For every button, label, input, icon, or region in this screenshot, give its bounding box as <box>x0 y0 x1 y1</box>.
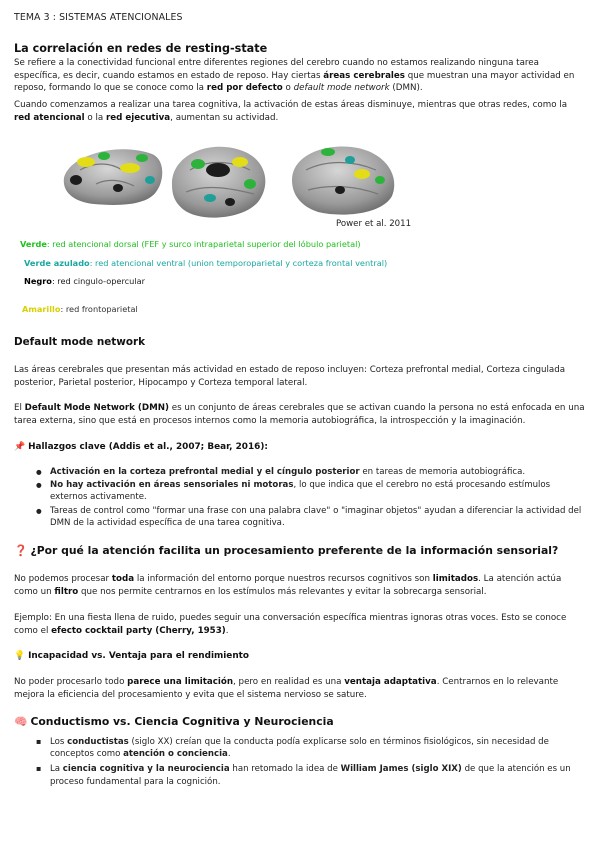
resting-state-paragraph-2: Cuando comenzamos a realizar una tarea cognitiva, la activación de estas áreas disminuye, mientras que otras redes, como la red atencional o la red ejecutiva, aumentan su actividad. <box>14 100 568 123</box>
document-header: TEMA 3 : SISTEMAS ATENCIONALES <box>14 12 183 23</box>
list-item: ▪ Los conductistas (siglo XX) creían que la conducta podía explicarse solo en términos fisiológicos, sin necesidad de conceptos como atención o conciencia. <box>36 736 582 760</box>
attention-paragraph-1: No podemos procesar toda la información del entorno porque nuestros recursos cognitivos son limitados. La atención actúa como un filtro que nos permite centrarnos en los estímulos más relevantes y evitar la sobrecarga sensorial. <box>14 574 562 597</box>
attention-paragraph-3: No poder procesarlo todo parece una limitación, pero en realidad es una ventaja adaptativa. Centrarnos en lo relevante mejora la eficiencia del procesamiento y evita que el sistema nervioso se sature. <box>14 677 559 700</box>
section-attention-title: ❓ ¿Por qué la atención facilita un procesamiento preferente de la información sensorial? <box>14 544 559 557</box>
findings-title: 📌 Hallazgos clave (Addis et al., 2007; Bear, 2016): <box>14 442 268 452</box>
subsection-title: 💡 Incapacidad vs. Ventaja para el rendimiento <box>14 651 249 661</box>
brain-networks-figure <box>60 140 420 230</box>
legend-item-yellow: Amarillo: red frontoparietal <box>22 304 138 314</box>
findings-list <box>36 466 582 530</box>
brain-icon: 🧠 <box>14 715 28 728</box>
behaviorism-list <box>36 736 582 791</box>
question-mark-icon: ❓ <box>14 544 28 557</box>
section-behaviorism-title: 🧠 Conductismo vs. Ciencia Cognitiva y Neurociencia <box>14 715 334 728</box>
pushpin-icon: 📌 <box>14 442 26 452</box>
section-resting-state-title: La correlación en redes de resting-state <box>14 42 268 55</box>
list-item: ● Activación en la corteza prefrontal medial y el cíngulo posterior en tareas de memoria autobiográfica. <box>36 466 582 478</box>
legend-item-black: Negro: red cingulo-opercular <box>24 276 145 286</box>
brain-medial-view <box>64 149 162 205</box>
brain-lateral-view <box>172 147 265 218</box>
dmn-paragraph-1: Las áreas cerebrales que presentan más actividad en estado de reposo incluyen: Corteza prefrontal medial, Corteza cingulada posterior, Parietal posterior, Hipocampo y Corteza temporal lateral. <box>14 365 566 388</box>
resting-state-paragraph-1: Se refiere a la conectividad funcional entre diferentes regiones del cerebro cuando no estamos realizando ninguna tarea específica, es decir, cuando estamos en estado de reposo. Hay ciertas áreas cerebrales que muestran una mayor actividad en reposo, formando lo que se conoce como la red por defecto o default mode network (DMN). <box>14 58 575 94</box>
list-item: ▪ La ciencia cognitiva y la neurociencia han retomado la idea de William James (siglo XIX) de que la atención es un proceso fundamental para la cognición. <box>36 763 582 787</box>
legend-item-teal: Verde azulado: red atencional ventral (union temporoparietal y corteza frontal ventral) <box>24 258 388 268</box>
brain-side-view <box>292 146 394 214</box>
figure-credit: Power et al. 2011 <box>336 219 412 229</box>
section-dmn-title: Default mode network <box>14 336 145 348</box>
legend-item-green: Verde: red atencional dorsal (FEF y surco intraparietal superior del lóbulo parietal) <box>20 239 361 249</box>
dmn-paragraph-2: El Default Mode Network (DMN) es un conjunto de áreas cerebrales que se activan cuando la persona no está enfocada en una tarea externa, sino que está en procesos internos como la memoria autobiográfica, la introspección y la imaginación. <box>14 403 585 426</box>
list-item: ● No hay activación en áreas sensoriales ni motoras, lo que indica que el cerebro no está procesando estímulos externos activamente. <box>36 479 582 503</box>
light-bulb-icon: 💡 <box>14 651 26 661</box>
list-item: ● Tareas de control como "formar una frase con una palabra clave" o "imaginar objetos" ayudan a diferenciar la actividad del DMN de la actividad específica de una tarea cognitiva. <box>36 505 582 529</box>
attention-paragraph-2: Ejemplo: En una fiesta llena de ruido, puedes seguir una conversación específica mientras ignoras otras voces. Esto se conoce como el efecto cocktail party (Cherry, 1953). <box>14 613 567 636</box>
